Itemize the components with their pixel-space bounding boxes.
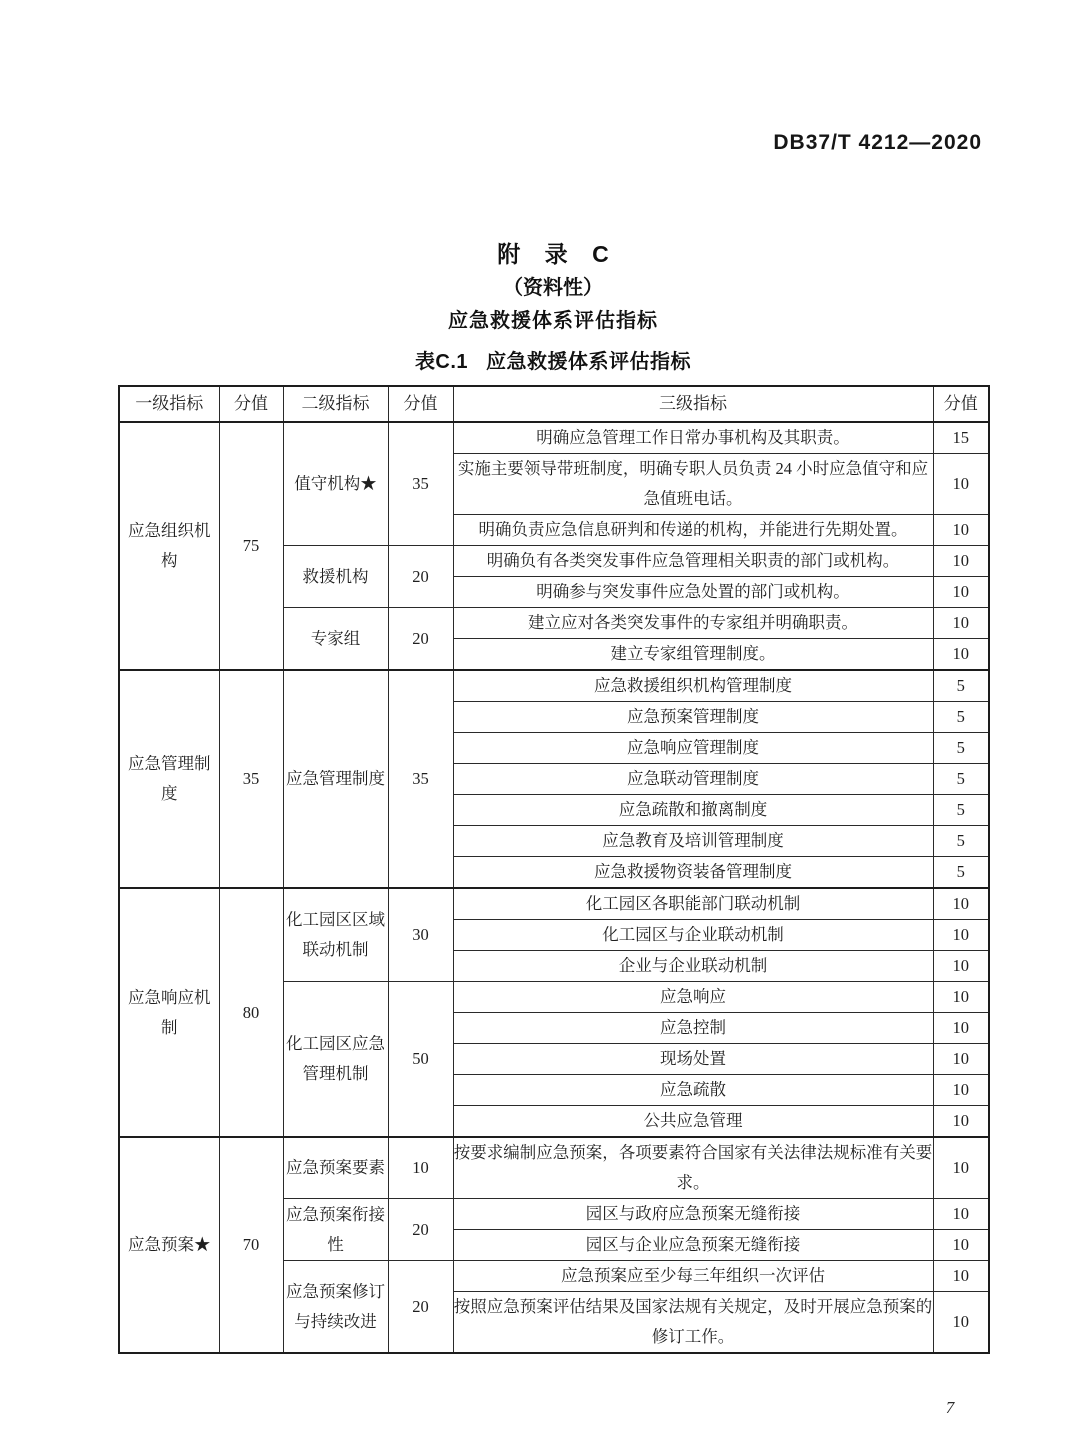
evaluation-table bbox=[118, 385, 990, 1354]
header-l1-indicator: 一级指标 bbox=[119, 386, 219, 422]
l3-score-cell: 10 bbox=[933, 951, 989, 982]
l3-indicator-cell: 建立专家组管理制度。 bbox=[453, 639, 933, 671]
l2-indicator-cell: 救援机构 bbox=[283, 546, 388, 608]
l3-score-cell: 10 bbox=[933, 1137, 989, 1199]
l3-indicator-cell: 应急预案应至少每三年组织一次评估 bbox=[453, 1261, 933, 1292]
l3-indicator-cell: 应急救援物资装备管理制度 bbox=[453, 857, 933, 889]
table-row bbox=[119, 670, 989, 702]
l3-indicator-cell: 应急响应管理制度 bbox=[453, 733, 933, 764]
l2-score-cell: 20 bbox=[388, 1199, 453, 1261]
l3-indicator-cell: 应急联动管理制度 bbox=[453, 764, 933, 795]
l2-score-cell: 35 bbox=[388, 670, 453, 888]
l2-score-cell: 20 bbox=[388, 546, 453, 608]
l2-score-cell: 50 bbox=[388, 982, 453, 1138]
l3-indicator-cell: 明确参与突发事件应急处置的部门或机构。 bbox=[453, 577, 933, 608]
l3-indicator-cell: 明确负责应急信息研判和传递的机构，并能进行先期处置。 bbox=[453, 515, 933, 546]
l1-score-cell: 70 bbox=[219, 1137, 283, 1353]
l1-score-cell: 75 bbox=[219, 422, 283, 670]
header-l3-indicator: 三级指标 bbox=[453, 386, 933, 422]
l3-indicator-cell: 应急控制 bbox=[453, 1013, 933, 1044]
l3-score-cell: 15 bbox=[933, 422, 989, 454]
l2-indicator-cell: 化工园区区域联动机制 bbox=[283, 888, 388, 982]
l2-score-cell: 10 bbox=[388, 1137, 453, 1199]
table-caption-text: 应急救援体系评估指标 bbox=[486, 351, 692, 373]
l3-indicator-cell: 应急响应 bbox=[453, 982, 933, 1013]
l3-score-cell: 5 bbox=[933, 857, 989, 889]
l3-indicator-cell: 实施主要领导带班制度，明确专职人员负责 24 小时应急值守和应急值班电话。 bbox=[453, 454, 933, 515]
l3-indicator-cell: 化工园区各职能部门联动机制 bbox=[453, 888, 933, 920]
l3-score-cell: 10 bbox=[933, 1013, 989, 1044]
l1-score-cell: 80 bbox=[219, 888, 283, 1137]
l3-indicator-cell: 应急预案管理制度 bbox=[453, 702, 933, 733]
l3-indicator-cell: 按照应急预案评估结果及国家法规有关规定，及时开展应急预案的修订工作。 bbox=[453, 1292, 933, 1354]
l3-indicator-cell: 按要求编制应急预案，各项要素符合国家有关法律法规标准有关要求。 bbox=[453, 1137, 933, 1199]
l3-indicator-cell: 现场处置 bbox=[453, 1044, 933, 1075]
l3-score-cell: 10 bbox=[933, 515, 989, 546]
table-caption bbox=[118, 345, 988, 374]
l3-score-cell: 5 bbox=[933, 764, 989, 795]
header-l2-score: 分值 bbox=[388, 386, 453, 422]
l3-indicator-cell: 化工园区与企业联动机制 bbox=[453, 920, 933, 951]
l2-score-cell: 30 bbox=[388, 888, 453, 982]
l3-indicator-cell: 应急救援组织机构管理制度 bbox=[453, 670, 933, 702]
l3-score-cell: 10 bbox=[933, 1261, 989, 1292]
l2-score-cell: 20 bbox=[388, 1261, 453, 1354]
l3-indicator-cell: 园区与企业应急预案无缝衔接 bbox=[453, 1230, 933, 1261]
l3-score-cell: 10 bbox=[933, 1199, 989, 1230]
appendix-classification: （资料性） bbox=[503, 277, 603, 299]
doc-number: DB37/T 4212—2020 bbox=[773, 131, 982, 154]
l3-score-cell: 10 bbox=[933, 608, 989, 639]
table-header-row bbox=[119, 386, 989, 422]
l3-indicator-cell: 公共应急管理 bbox=[453, 1106, 933, 1138]
header-l3-score: 分值 bbox=[933, 386, 989, 422]
l3-score-cell: 10 bbox=[933, 982, 989, 1013]
l3-score-cell: 5 bbox=[933, 795, 989, 826]
l2-score-cell: 20 bbox=[388, 608, 453, 671]
appendix-subtitle: 应急救援体系评估指标 bbox=[448, 310, 658, 332]
l1-score-cell: 35 bbox=[219, 670, 283, 888]
l3-score-cell: 10 bbox=[933, 577, 989, 608]
l3-score-cell: 10 bbox=[933, 454, 989, 515]
l2-indicator-cell: 应急预案要素 bbox=[283, 1137, 388, 1199]
l2-indicator-cell: 应急预案衔接性 bbox=[283, 1199, 388, 1261]
l1-indicator-cell: 应急预案★ bbox=[119, 1137, 219, 1353]
l3-score-cell: 10 bbox=[933, 888, 989, 920]
l3-score-cell: 10 bbox=[933, 639, 989, 671]
table-caption-label: 表C.1 bbox=[414, 351, 469, 373]
table-row bbox=[119, 1137, 989, 1199]
l3-score-cell: 5 bbox=[933, 670, 989, 702]
table-row bbox=[119, 888, 989, 920]
l2-indicator-cell: 值守机构★ bbox=[283, 422, 388, 546]
l3-score-cell: 10 bbox=[933, 1292, 989, 1354]
l3-score-cell: 5 bbox=[933, 733, 989, 764]
header-l1-score: 分值 bbox=[219, 386, 283, 422]
l3-indicator-cell: 应急教育及培训管理制度 bbox=[453, 826, 933, 857]
l3-indicator-cell: 园区与政府应急预案无缝衔接 bbox=[453, 1199, 933, 1230]
l3-score-cell: 5 bbox=[933, 826, 989, 857]
l1-indicator-cell: 应急响应机制 bbox=[119, 888, 219, 1137]
l3-score-cell: 10 bbox=[933, 1075, 989, 1106]
page-number: 7 bbox=[945, 1398, 955, 1417]
l3-score-cell: 10 bbox=[933, 1106, 989, 1138]
l3-indicator-cell: 企业与企业联动机制 bbox=[453, 951, 933, 982]
l3-indicator-cell: 应急疏散 bbox=[453, 1075, 933, 1106]
l2-indicator-cell: 应急管理制度 bbox=[283, 670, 388, 888]
l3-indicator-cell: 明确应急管理工作日常办事机构及其职责。 bbox=[453, 422, 933, 454]
l2-score-cell: 35 bbox=[388, 422, 453, 546]
l3-score-cell: 5 bbox=[933, 702, 989, 733]
l1-indicator-cell: 应急组织机构 bbox=[119, 422, 219, 670]
header-l2-indicator: 二级指标 bbox=[283, 386, 388, 422]
l3-indicator-cell: 应急疏散和撤离制度 bbox=[453, 795, 933, 826]
l3-score-cell: 10 bbox=[933, 1044, 989, 1075]
l3-score-cell: 10 bbox=[933, 546, 989, 577]
l3-score-cell: 10 bbox=[933, 1230, 989, 1261]
l3-indicator-cell: 建立应对各类突发事件的专家组并明确职责。 bbox=[453, 608, 933, 639]
l1-indicator-cell: 应急管理制度 bbox=[119, 670, 219, 888]
l3-score-cell: 10 bbox=[933, 920, 989, 951]
table-row bbox=[119, 422, 989, 454]
l3-indicator-cell: 明确负有各类突发事件应急管理相关职责的部门或机构。 bbox=[453, 546, 933, 577]
l2-indicator-cell: 化工园区应急管理机制 bbox=[283, 982, 388, 1138]
appendix-title: 附 录 C bbox=[497, 241, 609, 267]
l2-indicator-cell: 专家组 bbox=[283, 608, 388, 671]
l2-indicator-cell: 应急预案修订与持续改进 bbox=[283, 1261, 388, 1354]
